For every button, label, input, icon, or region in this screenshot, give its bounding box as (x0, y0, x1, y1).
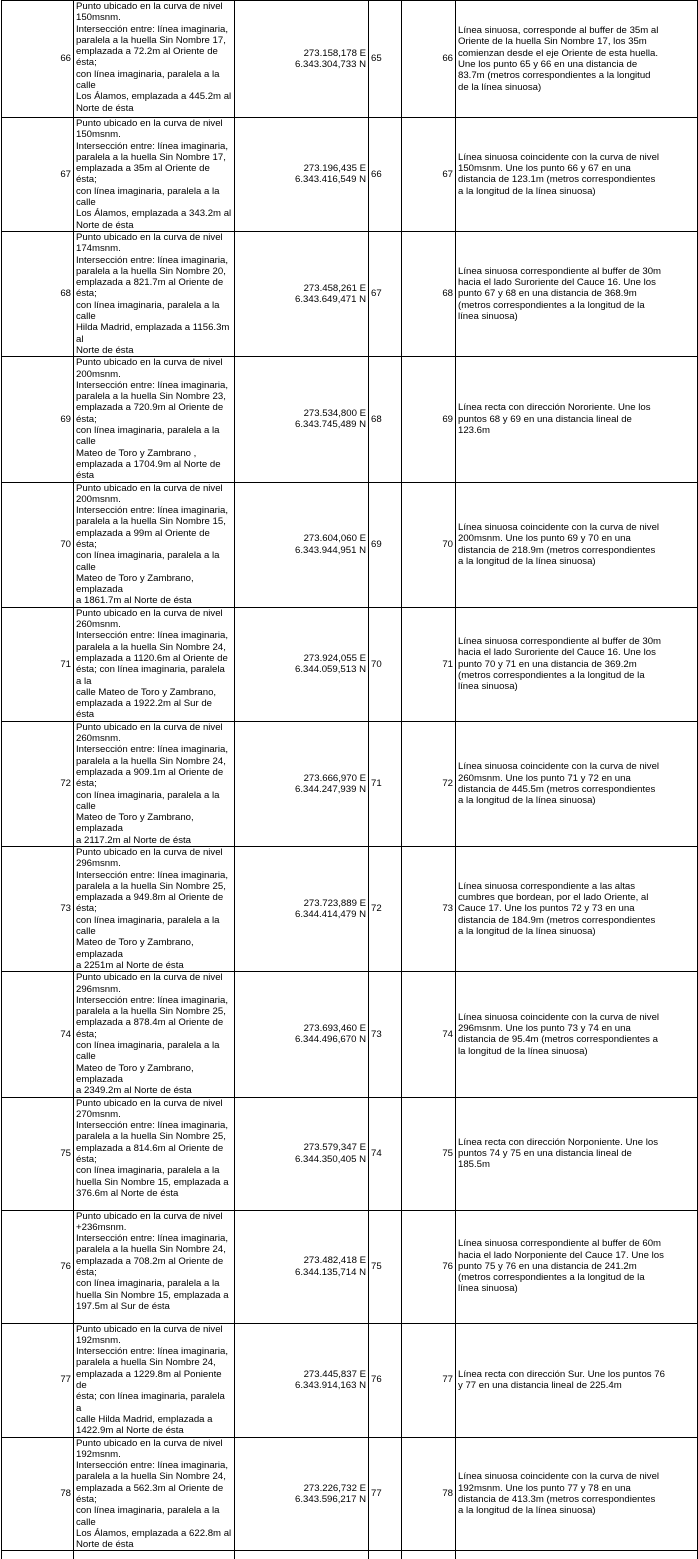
point-coordinates: 273.693,460 E 6.344.496,670 N (235, 972, 369, 1097)
empty-cell (369, 1551, 402, 1559)
segment-description: Línea sinuosa, corresponde al buffer de 35m al Oriente de la huella Sin Nombre 17, los 35m comienzan desde el eje Oriente de esta huella. Une los punto 65 y 66 en una distancia de 83.7m (metros correspondientes a la longitud de la línea sinuosa) (456, 1, 698, 118)
segment-description: Línea sinuosa coincidente con la curva de nivel 260msnm. Une los punto 71 y 72 en una distancia de 445.5m (metros correspondientes a la longitud de la línea sinuosa) (456, 721, 698, 846)
segment-from: 68 (369, 357, 402, 482)
segment-from: 69 (369, 482, 402, 607)
empty-cell (235, 1551, 369, 1559)
segment-to: 76 (402, 1210, 456, 1323)
point-description: Punto ubicado en la curva de nivel 296msnm. Intersección entre: línea imaginaria, paralela a la huella Sin Nombre 25, emplazada a 949.8m al Oriente de ésta; con línea imaginaria, paralela a la calle Mateo de Toro y Zambrano, emplazada a 2251m al Norte de ésta (74, 847, 235, 972)
empty-cell (74, 1551, 235, 1559)
point-coordinates: 273.445,837 E 6.343.914,163 N (235, 1323, 369, 1437)
point-number: 71 (2, 607, 74, 721)
table-row (2, 972, 698, 1097)
point-description: Punto ubicado en la curva de nivel +236msnm. Intersección entre: línea imaginaria, paralela a la huella Sin Nombre 24, emplazada a 708.2m al Oriente de ésta; con línea imaginaria, paralela a la huella Sin Nombre 15, emplazada a 197.5m al Sur de ésta (74, 1210, 235, 1323)
point-description: Punto ubicado en la curva de nivel 260msnm. Intersección entre: línea imaginaria, paralela a la huella Sin Nombre 24, emplazada a 909.1m al Oriente de ésta; con línea imaginaria, paralela a la calle Mateo de Toro y Zambrano, emplazada a 2117.2m al Norte de ésta (74, 721, 235, 846)
point-description: Punto ubicado en la curva de nivel 150msnm. Intersección entre: línea imaginaria, paralela a la huella Sin Nombre 17, emplazada a 72.2m al Oriente de ésta; con línea imaginaria, paralela a la calle Los Álamos, emplazada a 445.2m al Norte de ésta (74, 1, 235, 118)
segment-from: 67 (369, 231, 402, 356)
point-description: Punto ubicado en la curva de nivel 192msnm. Intersección entre: línea imaginaria, paralela a huella Sin Nombre 24, emplazada a 1229.8m al Poniente de ésta; con línea imaginaria, paralela a calle Hilda Madrid, emplazada a 1422.9m al Norte de ésta (74, 1323, 235, 1437)
point-number: 75 (2, 1097, 74, 1210)
point-number: 67 (2, 118, 74, 232)
point-description: Punto ubicado en la curva de nivel 192msnm. Intersección entre: línea imaginaria, paralela a la huella Sin Nombre 24, emplazada a 562.3m al Oriente de ésta; con línea imaginaria, paralela a la calle Los Álamos, emplazada a 622.8m al Norte de ésta (74, 1437, 235, 1551)
segment-to: 70 (402, 482, 456, 607)
point-coordinates: 273.458,261 E 6.343.649,471 N (235, 231, 369, 356)
empty-cell (402, 1551, 456, 1559)
segment-to: 67 (402, 118, 456, 232)
point-number: 72 (2, 721, 74, 846)
point-number: 69 (2, 357, 74, 482)
point-coordinates: 273.604,060 E 6.343.944,951 N (235, 482, 369, 607)
boundary-points-table (1, 0, 698, 1559)
point-description: Punto ubicado en la curva de nivel 200msnm. Intersección entre: línea imaginaria, paralela a la huella Sin Nombre 15, emplazada a 99m al Oriente de ésta; con línea imaginaria, paralela a la calle Mateo de Toro y Zambrano, emplazada a 1861.7m al Norte de ésta (74, 482, 235, 607)
point-number: 73 (2, 847, 74, 972)
segment-description: Línea sinuosa coincidente con la curva de nivel 192msnm. Une los punto 77 y 78 en una distancia de 413.3m (metros correspondientes a la longitud de la línea sinuosa) (456, 1437, 698, 1551)
segment-description: Línea sinuosa coincidente con la curva de nivel 150msnm. Une los punto 66 y 67 en una distancia de 123.1m (metros correspondientes a la longitud de la línea sinuosa) (456, 118, 698, 232)
table-row (2, 1097, 698, 1210)
point-coordinates: 273.579,347 E 6.344.350,405 N (235, 1097, 369, 1210)
point-description: Punto ubicado en la curva de nivel 296msnm. Intersección entre: línea imaginaria, paralela a la huella Sin Nombre 25, emplazada a 878.4m al Oriente de ésta; con línea imaginaria, paralela a la calle Mateo de Toro y Zambrano, emplazada a 2349.2m al Norte de ésta (74, 972, 235, 1097)
point-coordinates: 273.666,970 E 6.344.247,939 N (235, 721, 369, 846)
point-number: 77 (2, 1323, 74, 1437)
empty-cell (456, 1551, 698, 1559)
point-coordinates: 273.924,055 E 6.344.059,513 N (235, 607, 369, 721)
point-description: Punto ubicado en la curva de nivel 200msnm. Intersección entre: línea imaginaria, paralela a la huella Sin Nombre 23, emplazada a 720.9m al Oriente de ésta; con línea imaginaria, paralela a la calle Mateo de Toro y Zambrano , emplazada a 1704.9m al Norte de ésta (74, 357, 235, 482)
point-description: Punto ubicado en la curva de nivel 174msnm. Intersección entre: línea imaginaria, paralela a la huella Sin Nombre 20, emplazada a 821.7m al Oriente de ésta; con línea imaginaria, paralela a la calle Hilda Madrid, emplazada a 1156.3m al Norte de ésta (74, 231, 235, 356)
table-row (2, 482, 698, 607)
segment-from: 74 (369, 1097, 402, 1210)
table-row (2, 607, 698, 721)
table-row (2, 1210, 698, 1323)
empty-cell (2, 1551, 74, 1559)
point-description: Punto ubicado en la curva de nivel 270msnm. Intersección entre: línea imaginaria, paralela a la huella Sin Nombre 25, emplazada a 814.6m al Oriente de ésta; con línea imaginaria, paralela a la huella Sin Nombre 15, emplazada a 376.6m al Norte de ésta (74, 1097, 235, 1210)
segment-from: 66 (369, 118, 402, 232)
segment-to: 78 (402, 1437, 456, 1551)
segment-description: Línea sinuosa correspondiente al buffer de 60m hacia el lado Norponiente del Cauce 17. Une los punto 75 y 76 en una distancia de 241.2m (metros correspondientes a la longitud de la línea sinuosa) (456, 1210, 698, 1323)
segment-description: Línea recta con dirección Norponiente. Une los puntos 74 y 75 en una distancia lineal de 185.5m (456, 1097, 698, 1210)
table-row (2, 721, 698, 846)
segment-description: Línea sinuosa correspondiente al buffer de 30m hacia el lado Suroriente del Cauce 16. Une los punto 70 y 71 en una distancia de 369.2m (metros correspondientes a la longitud de la línea sinuosa) (456, 607, 698, 721)
segment-description: Línea recta con dirección Sur. Une los puntos 76 y 77 en una distancia lineal de 225.4m (456, 1323, 698, 1437)
table-body (2, 1, 698, 1559)
point-coordinates: 273.226,732 E 6.343.596,217 N (235, 1437, 369, 1551)
segment-to: 72 (402, 721, 456, 846)
point-description: Punto ubicado en la curva de nivel 150msnm. Intersección entre: línea imaginaria, paralela a la huella Sin Nombre 17, emplazada a 35m al Oriente de ésta; con línea imaginaria, paralela a la calle Los Álamos, emplazada a 343.2m al Norte de ésta (74, 118, 235, 232)
segment-to: 69 (402, 357, 456, 482)
segment-to: 66 (402, 1, 456, 118)
point-number: 68 (2, 231, 74, 356)
segment-description: Línea sinuosa correspondiente al buffer de 30m hacia el lado Suroriente del Cauce 16. Une los punto 67 y 68 en una distancia de 368.9m (metros correspondientes a la longitud de la línea sinuosa) (456, 231, 698, 356)
point-number: 78 (2, 1437, 74, 1551)
point-coordinates: 273.482,418 E 6.344.135,714 N (235, 1210, 369, 1323)
segment-from: 70 (369, 607, 402, 721)
table-row (2, 231, 698, 356)
point-number: 66 (2, 1, 74, 118)
table-row (2, 1323, 698, 1437)
segment-description: Línea sinuosa coincidente con la curva de nivel 200msnm. Une los punto 69 y 70 en una distancia de 218.9m (metros correspondientes a la longitud de la línea sinuosa) (456, 482, 698, 607)
segment-from: 75 (369, 1210, 402, 1323)
point-number: 70 (2, 482, 74, 607)
segment-from: 76 (369, 1323, 402, 1437)
segment-description: Línea sinuosa coincidente con la curva de nivel 296msnm. Une los punto 73 y 74 en una distancia de 95.4m (metros correspondientes a la longitud de la línea sinuosa) (456, 972, 698, 1097)
point-number: 76 (2, 1210, 74, 1323)
point-description: Punto ubicado en la curva de nivel 260msnm. Intersección entre: línea imaginaria, paralela a la huella Sin Nombre 24, emplazada a 1120.6m al Oriente de ésta; con línea imaginaria, paralela a la calle Mateo de Toro y Zambrano, emplazada a 1922.2m al Sur de ésta (74, 607, 235, 721)
segment-to: 77 (402, 1323, 456, 1437)
segment-from: 72 (369, 847, 402, 972)
segment-description: Línea sinuosa correspondiente a las altas cumbres que bordean, por el lado Oriente, al Cauce 17. Une los puntos 72 y 73 en una distancia de 184.9m (metros correspondientes a la longitud de la línea sinuosa) (456, 847, 698, 972)
table-row (2, 118, 698, 232)
segment-from: 77 (369, 1437, 402, 1551)
segment-from: 73 (369, 972, 402, 1097)
segment-from: 71 (369, 721, 402, 846)
segment-to: 74 (402, 972, 456, 1097)
segment-from: 65 (369, 1, 402, 118)
table-row (2, 1437, 698, 1551)
table-row-cutoff (2, 1551, 698, 1559)
table-row (2, 847, 698, 972)
segment-description: Línea recta con dirección Nororiente. Une los puntos 68 y 69 en una distancia lineal de 123.6m (456, 357, 698, 482)
segment-to: 71 (402, 607, 456, 721)
point-coordinates: 273.158,178 E 6.343.304,733 N (235, 1, 369, 118)
point-coordinates: 273.534,800 E 6.343.745,489 N (235, 357, 369, 482)
point-number: 74 (2, 972, 74, 1097)
segment-to: 68 (402, 231, 456, 356)
point-coordinates: 273.723,889 E 6.344.414,479 N (235, 847, 369, 972)
segment-to: 73 (402, 847, 456, 972)
segment-to: 75 (402, 1097, 456, 1210)
table-row (2, 357, 698, 482)
point-coordinates: 273.196,435 E 6.343.416,549 N (235, 118, 369, 232)
table-row (2, 1, 698, 118)
